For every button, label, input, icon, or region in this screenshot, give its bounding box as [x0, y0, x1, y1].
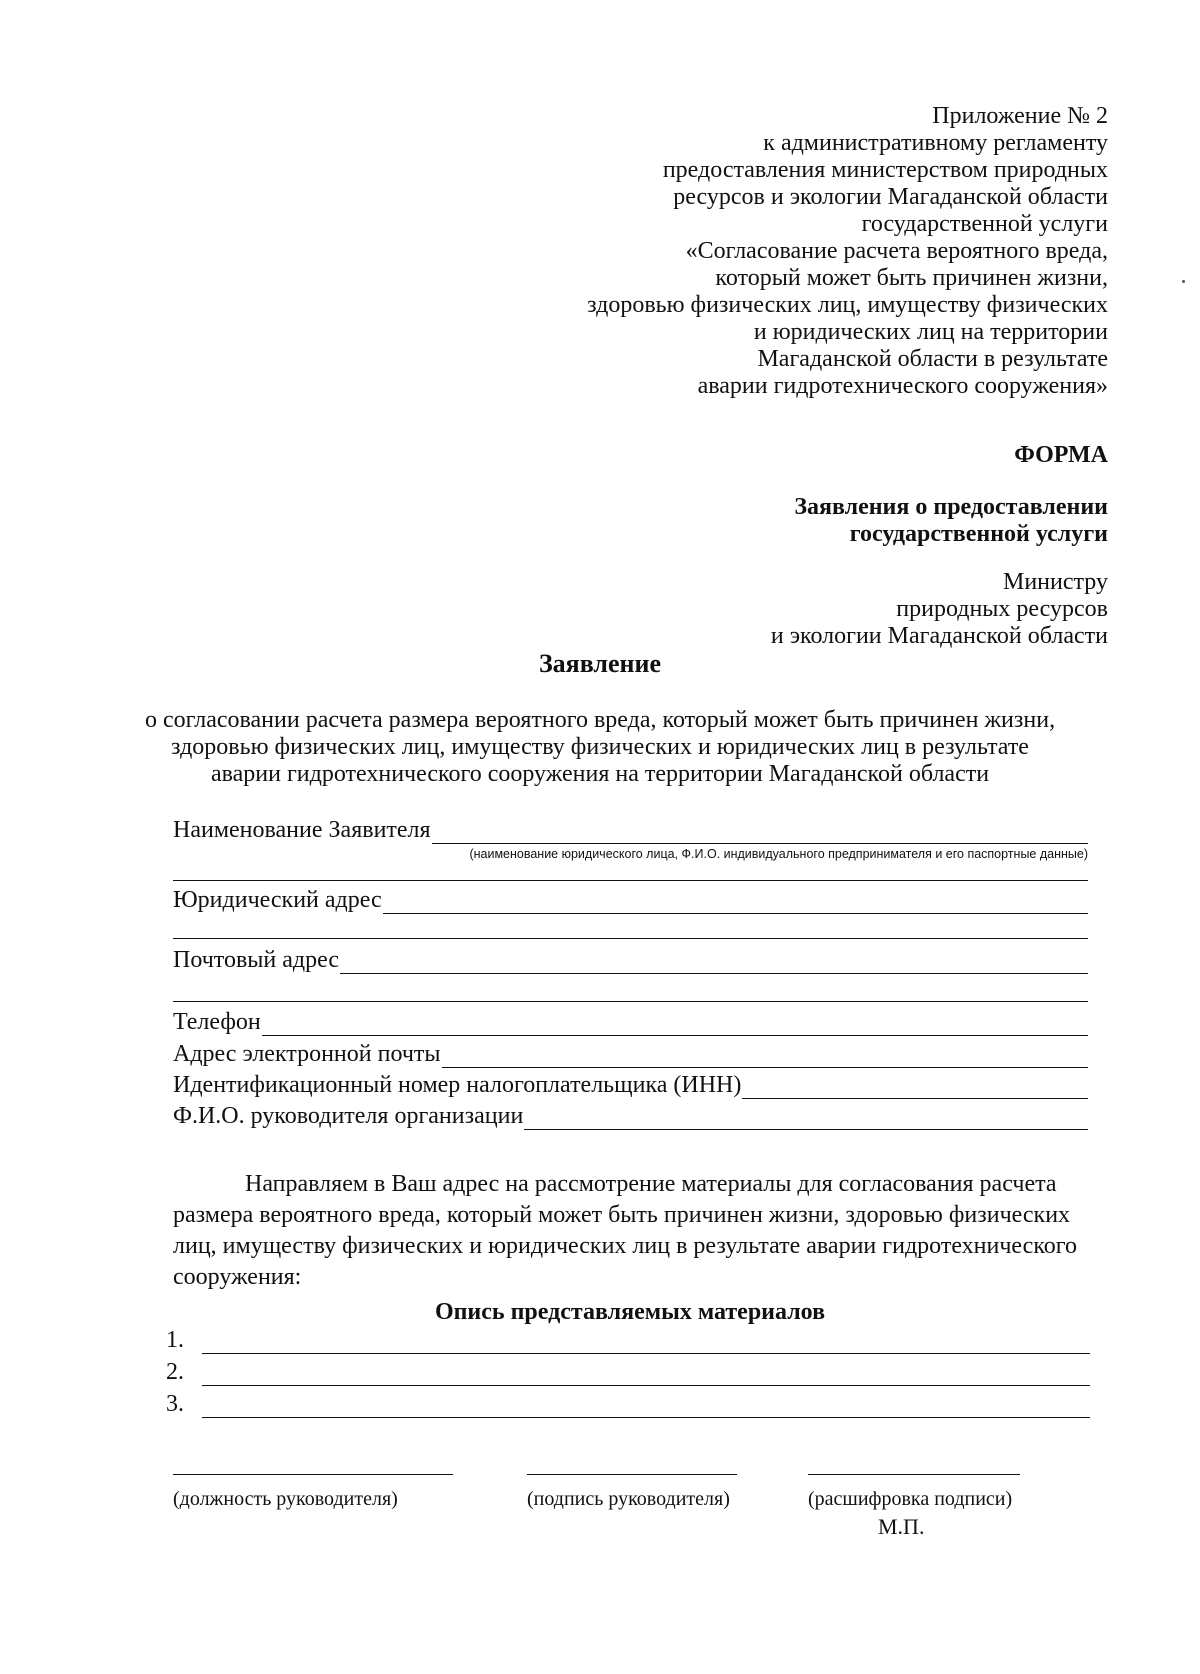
inn-field[interactable]	[173, 1071, 1088, 1099]
legal-address-field[interactable]	[173, 886, 1088, 914]
director-label: Ф.И.О. руководителя организации	[173, 1103, 524, 1129]
addressee-line: и экологии Магаданской области	[770, 623, 1108, 649]
materials-item[interactable]	[166, 1358, 1090, 1386]
appendix-line: который может быть причинен жизни,	[715, 265, 1108, 291]
signature-line[interactable]	[527, 1474, 737, 1475]
postal-address-field[interactable]	[173, 946, 1088, 974]
subject-line: здоровью физических лиц, имуществу физических и юридических лиц в результате	[171, 734, 1029, 760]
signature-decoding-line[interactable]	[808, 1474, 1020, 1475]
decoding-caption: (расшифровка подписи)	[808, 1488, 1013, 1510]
position-caption: (должность руководителя)	[173, 1488, 398, 1510]
appendix-line: государственной услуги	[861, 211, 1108, 237]
email-field[interactable]	[173, 1040, 1088, 1068]
materials-item[interactable]	[166, 1326, 1090, 1354]
materials-item-number: 2.	[166, 1359, 184, 1385]
applicant-name-extra-line[interactable]	[173, 880, 1088, 881]
legal-address-extra-line[interactable]	[173, 938, 1088, 939]
appendix-line: аварии гидротехнического сооружения»	[697, 373, 1108, 399]
addressee-line: Министру	[1003, 569, 1108, 595]
subject-line: о согласовании расчета размера вероятного вреда, который может быть причинен жизни,	[144, 707, 1056, 733]
director-line[interactable]	[524, 1107, 1088, 1130]
materials-title: Опись представляемых материалов	[434, 1299, 826, 1325]
body-line: Направляем в Ваш адрес на рассмотрение материалы для согласования расчета	[245, 1171, 1057, 1197]
appendix-line: ресурсов и экологии Магаданской области	[673, 184, 1108, 210]
document-title: Заявление	[538, 649, 662, 678]
legal-address-label: Юридический адрес	[173, 887, 382, 913]
materials-item-line[interactable]	[202, 1331, 1090, 1354]
materials-item-number: 3.	[166, 1391, 184, 1417]
signature-caption: (подпись руководителя)	[527, 1488, 730, 1510]
appendix-line: и юридических лиц на территории	[753, 319, 1108, 345]
inn-label: Идентификационный номер налогоплательщика (ИНН)	[173, 1072, 742, 1098]
applicant-name-line[interactable]	[432, 821, 1088, 844]
materials-item-line[interactable]	[202, 1395, 1090, 1418]
phone-field[interactable]	[173, 1008, 1088, 1036]
inn-line[interactable]	[742, 1076, 1088, 1099]
body-line: размера вероятного вреда, который может быть причинен жизни, здоровью физических	[173, 1202, 1071, 1228]
postal-address-line[interactable]	[340, 951, 1088, 974]
form-subtitle-line: Заявления о предоставлении	[794, 494, 1108, 520]
materials-item-number: 1.	[166, 1327, 184, 1353]
legal-address-line[interactable]	[383, 891, 1088, 914]
applicant-hint: (наименование юридического лица, Ф.И.О. индивидуального предпринимателя и его паспортные данные)	[469, 847, 1088, 861]
stamp-placeholder: М.П.	[878, 1514, 925, 1539]
body-line: сооружения:	[173, 1264, 302, 1290]
appendix-line: к административному регламенту	[763, 130, 1108, 156]
postal-address-label: Почтовый адрес	[173, 947, 340, 973]
director-field[interactable]	[173, 1102, 1088, 1130]
appendix-line: предоставления министерством природных	[662, 157, 1108, 183]
position-signature-line[interactable]	[173, 1474, 453, 1475]
materials-item-line[interactable]	[202, 1363, 1090, 1386]
appendix-line: Приложение № 2	[932, 103, 1108, 129]
applicant-name-label: Наименование Заявителя	[173, 817, 431, 843]
appendix-line: «Согласование расчета вероятного вреда,	[685, 238, 1108, 264]
subject-line: аварии гидротехнического сооружения на территории Магаданской области	[210, 761, 990, 787]
addressee-line: природных ресурсов	[896, 596, 1108, 622]
appendix-line: Магаданской области в результате	[757, 346, 1108, 372]
body-line: лиц, имуществу физических и юридических лиц в результате аварии гидротехнического	[173, 1233, 1078, 1259]
email-label: Адрес электронной почты	[173, 1041, 441, 1067]
phone-label: Телефон	[173, 1009, 261, 1035]
applicant-name-field[interactable]	[173, 816, 1088, 844]
form-label: ФОРМА	[1014, 442, 1108, 468]
materials-item[interactable]	[166, 1390, 1090, 1418]
postal-address-extra-line[interactable]	[173, 1001, 1088, 1002]
phone-line[interactable]	[262, 1013, 1088, 1036]
scan-speck	[1182, 280, 1185, 283]
form-subtitle-line: государственной услуги	[849, 521, 1108, 547]
appendix-line: здоровью физических лиц, имуществу физических	[587, 292, 1108, 318]
email-line[interactable]	[442, 1045, 1088, 1068]
